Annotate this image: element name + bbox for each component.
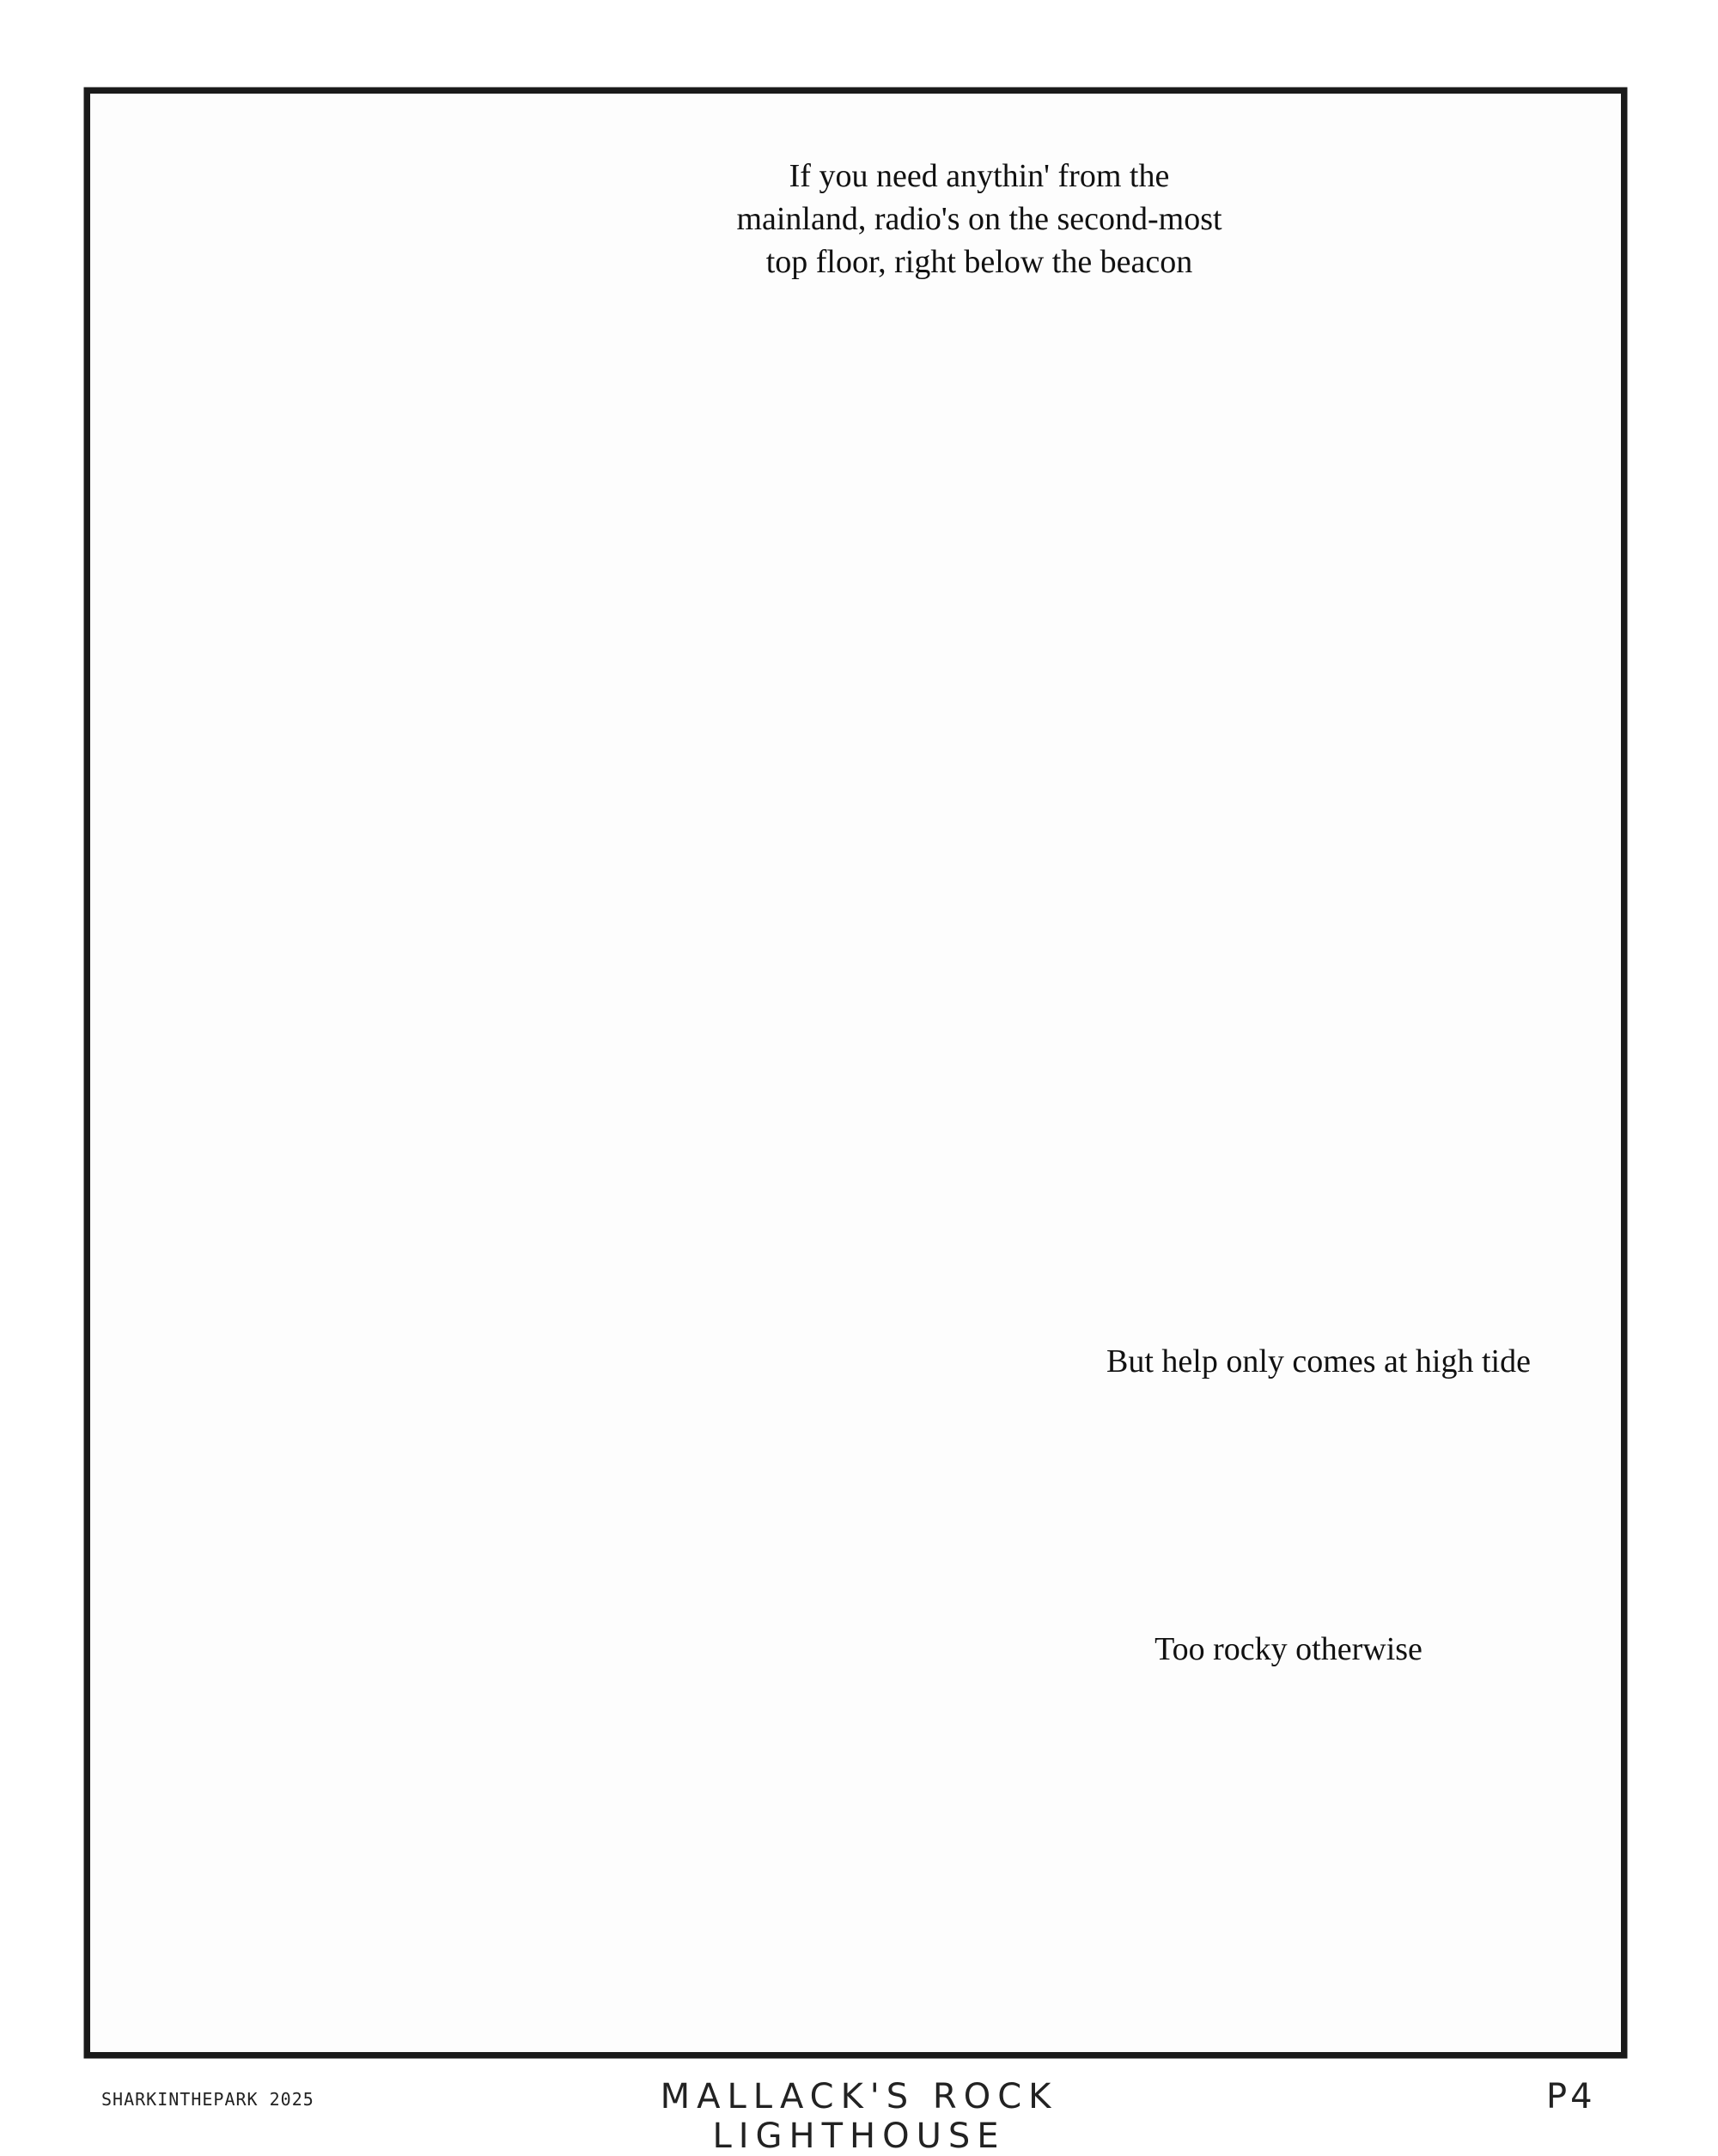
artist-credit: SHARKINTHEPARK 2025	[101, 2089, 314, 2110]
comic-panel	[86, 89, 1625, 2056]
comic-title: MALLACK'S ROCK LIGHTHOUSE	[660, 2077, 1058, 2156]
caption-high-tide: But help only comes at high tide	[1106, 1343, 1531, 1379]
caption-radio: If you need anythin' from the mainland, radio's on the second-most top floor, right below the beacon	[736, 158, 1222, 280]
page-number: P4	[1546, 2077, 1596, 2116]
caption-too-rocky: Too rocky otherwise	[1154, 1631, 1423, 1667]
